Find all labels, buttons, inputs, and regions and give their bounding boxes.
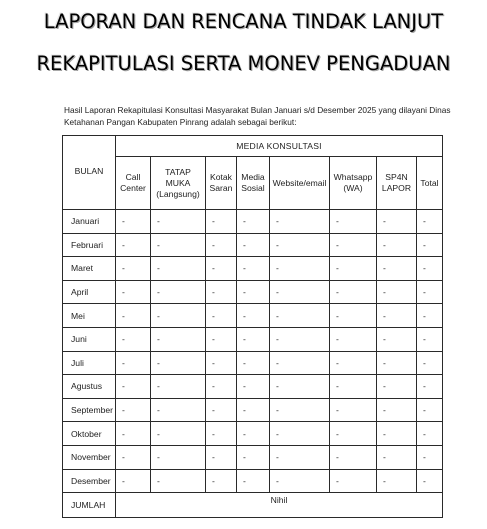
value-cell: - [330,398,377,422]
column-header-line: Website/email [272,177,327,188]
month-cell: November [63,445,116,469]
value-cell: - [237,398,270,422]
value-cell: - [237,257,270,281]
column-header-line: Saran [209,183,233,193]
value-cell: - [237,469,270,493]
value-cell: - [330,233,377,257]
value-cell: - [330,375,377,399]
value-cell: - [377,375,417,399]
value-cell: - [270,351,330,375]
value-cell: - [270,280,330,304]
column-header-line: LAPOR [381,183,412,193]
value-cell: - [377,469,417,493]
value-cell: - [151,445,206,469]
value-cell: - [206,351,237,375]
month-cell: Desember [63,469,116,493]
value-cell: - [151,210,206,234]
value-cell: - [116,304,151,328]
value-cell: - [116,375,151,399]
value-cell: - [151,233,206,257]
value-cell: - [330,422,377,446]
table-row [63,327,443,351]
value-cell: - [377,233,417,257]
value-cell: - [417,280,443,304]
column-header-line: Call [125,172,141,182]
table-row [63,398,443,422]
value-cell: - [151,257,206,281]
media-konsultasi-header: MEDIA KONSULTASI [116,136,443,157]
month-cell: April [63,280,116,304]
table-row [63,257,443,281]
column-header-line: Center [120,183,146,193]
value-cell: - [270,233,330,257]
value-cell: - [377,304,417,328]
value-cell: - [151,304,206,328]
total-value: Nihil [116,493,443,518]
value-cell: - [116,445,151,469]
value-cell: - [116,327,151,351]
intro-paragraph: Hasil Laporan Rekapitulasi Konsultasi Masyarakat Bulan Januari s/d Desember 2025 yang dilayani Dinas Ketahanan Pangan Kabupaten Pinrang adalah sebagai berikut: [64,105,451,127]
month-cell: September [63,398,116,422]
total-row [63,493,443,518]
column-header-line: Sosial [241,183,265,193]
value-cell: - [206,327,237,351]
value-cell: - [270,422,330,446]
value-cell: - [330,445,377,469]
value-cell: - [377,398,417,422]
value-cell: - [206,280,237,304]
value-cell: - [417,375,443,399]
column-header [151,157,206,210]
column-header [377,157,417,210]
value-cell: - [417,233,443,257]
column-header [206,157,237,210]
value-cell: - [377,351,417,375]
value-cell: - [330,280,377,304]
month-cell: Maret [63,257,116,281]
value-cell: - [417,327,443,351]
value-cell: - [377,422,417,446]
bulan-header: BULAN [63,136,116,210]
table-row [63,280,443,304]
value-cell: - [116,398,151,422]
value-cell: - [151,422,206,446]
value-cell: - [116,351,151,375]
value-cell: - [417,257,443,281]
value-cell: - [116,422,151,446]
value-cell: - [270,398,330,422]
value-cell: - [237,327,270,351]
value-cell: - [237,445,270,469]
value-cell: - [377,445,417,469]
value-cell: - [237,304,270,328]
value-cell: - [151,398,206,422]
value-cell: - [206,210,237,234]
value-cell: - [417,304,443,328]
value-cell: - [151,375,206,399]
total-label: JUMLAH [63,493,116,518]
value-cell: - [206,445,237,469]
value-cell: - [151,351,206,375]
month-cell: Mei [63,304,116,328]
value-cell: - [270,445,330,469]
value-cell: - [116,233,151,257]
column-header [237,157,270,210]
value-cell: - [270,469,330,493]
value-cell: - [116,210,151,234]
value-cell: - [330,327,377,351]
month-cell: Januari [63,210,116,234]
value-cell: - [417,351,443,375]
value-cell: - [206,375,237,399]
column-header [417,157,443,210]
table-row [63,375,443,399]
column-header-line: Whatsapp [333,172,373,182]
column-header-line: SP4N [385,172,408,182]
value-cell: - [417,398,443,422]
value-cell: - [151,280,206,304]
value-cell: - [330,469,377,493]
value-cell: - [206,233,237,257]
value-cell: - [270,210,330,234]
value-cell: - [330,304,377,328]
value-cell: - [237,210,270,234]
column-header-line: (Langsung) [156,188,200,199]
report-subtitle: REKAPITULASI SERTA MONEV PENGADUAN [36,52,451,75]
month-cell: Agustus [63,375,116,399]
table-row [63,351,443,375]
month-cell: Oktober [63,422,116,446]
value-cell: - [237,280,270,304]
value-cell: - [377,210,417,234]
value-cell: - [237,422,270,446]
value-cell: - [377,280,417,304]
value-cell: - [206,398,237,422]
value-cell: - [270,257,330,281]
report-title: LAPORAN DAN RENCANA TINDAK LANJUT [43,10,444,33]
value-cell: - [206,422,237,446]
value-cell: - [237,375,270,399]
value-cell: - [151,327,206,351]
value-cell: - [270,327,330,351]
month-cell: Februari [63,233,116,257]
value-cell: - [237,351,270,375]
table-row [63,233,443,257]
value-cell: - [237,233,270,257]
value-cell: - [206,257,237,281]
column-header-line: Kotak [210,172,232,182]
column-header-line: MUKA [165,177,191,188]
value-cell: - [116,469,151,493]
value-cell: - [116,257,151,281]
month-cell: Juli [63,351,116,375]
value-cell: - [330,351,377,375]
value-cell: - [377,257,417,281]
value-cell: - [116,280,151,304]
column-header [270,157,330,210]
value-cell: - [270,375,330,399]
table-row [63,469,443,493]
column-header [330,157,377,210]
table-row [63,422,443,446]
value-cell: - [151,469,206,493]
column-header-line: TATAP [165,166,191,177]
value-cell: - [206,304,237,328]
value-cell: - [417,422,443,446]
value-cell: - [417,210,443,234]
column-header-line: (WA) [343,183,363,193]
table-row [63,304,443,328]
value-cell: - [330,257,377,281]
column-header-line: Media [241,172,265,182]
value-cell: - [270,304,330,328]
table-body [63,210,443,518]
table-row [63,445,443,469]
column-header-line: Total [420,177,439,188]
value-cell: - [377,327,417,351]
value-cell: - [330,210,377,234]
table-row [63,210,443,234]
consultation-table [62,135,443,518]
column-header [116,157,151,210]
value-cell: - [206,469,237,493]
value-cell: - [417,469,443,493]
value-cell: - [417,445,443,469]
column-header-row [63,157,443,210]
month-cell: Juni [63,327,116,351]
